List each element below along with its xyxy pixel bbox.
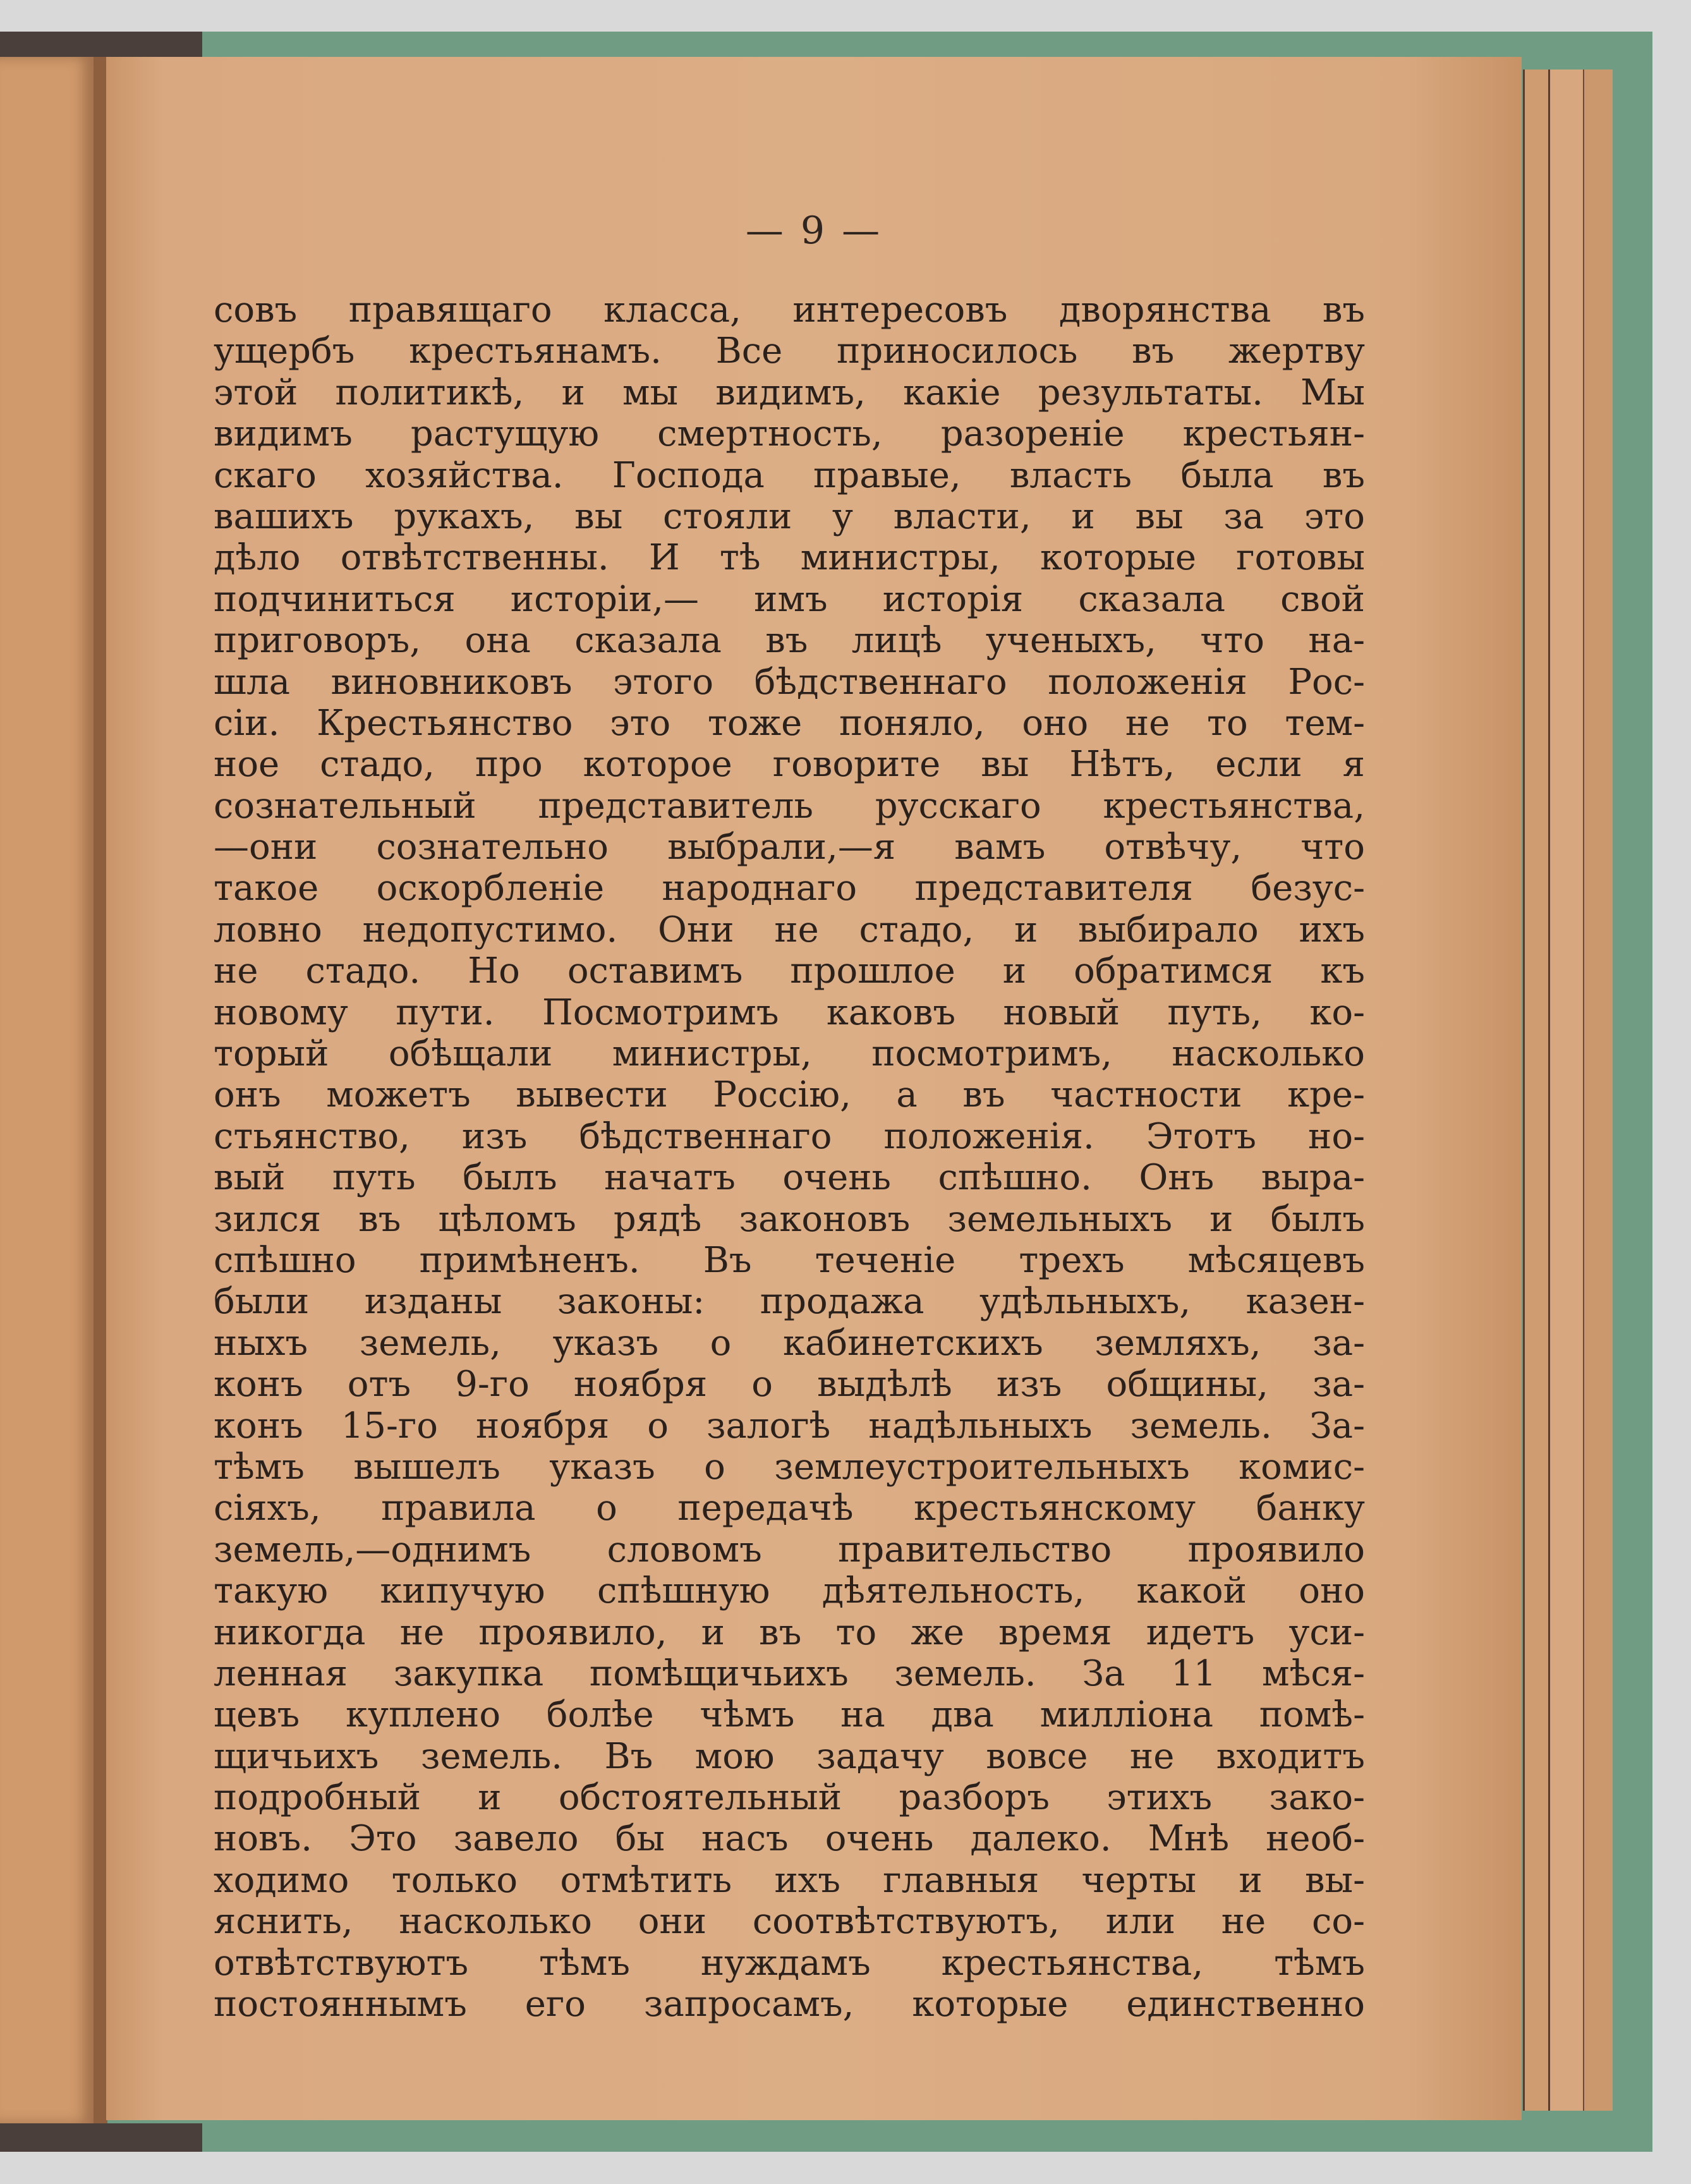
- text-line: цевъ куплено болѣе чѣмъ на два милліона помѣ-: [214, 1694, 1365, 1736]
- text-line: вашихъ рукахъ, вы стояли у власти, и вы за это: [214, 495, 1365, 537]
- text-line: сознательный представитель русскаго крестьянства,: [214, 785, 1365, 827]
- text-line: не стадо. Но оставимъ прошлое и обратимся къ: [214, 950, 1365, 992]
- text-line: ущербъ крестьянамъ. Все приносилось въ жертву: [214, 331, 1365, 372]
- text-line: яснить, насколько они соотвѣтствуютъ, или не со-: [214, 1901, 1365, 1943]
- text-line: подчиниться исторіи,— имъ исторія сказала свой: [214, 578, 1365, 620]
- text-line: стьянство, изъ бѣдственнаго положенія. Этотъ но-: [214, 1115, 1365, 1157]
- text-line: ходимо только отмѣтить ихъ главныя черты и вы-: [214, 1859, 1365, 1901]
- text-line: ловно недопустимо. Они не стадо, и выбирало ихъ: [214, 909, 1365, 950]
- text-line: отвѣтствуютъ тѣмъ нуждамъ крестьянства, тѣмъ: [214, 1942, 1365, 1984]
- text-line: подробный и обстоятельный разборъ этихъ зако-: [214, 1777, 1365, 1819]
- text-line: ное стадо, про которое говорите вы Нѣтъ, если я: [214, 744, 1365, 786]
- text-line: торый обѣщали министры, посмотримъ, насколько: [214, 1033, 1365, 1075]
- text-line: щичьихъ земель. Въ мою задачу вовсе не входитъ: [214, 1735, 1365, 1777]
- spine-top: [0, 32, 202, 57]
- book-gutter: [94, 57, 107, 2123]
- text-line: новъ. Это завело бы насъ очень далеко. Мнѣ необ-: [214, 1818, 1365, 1860]
- text-line: совъ правящаго класса, интересовъ дворянства въ: [214, 289, 1365, 331]
- page-body-text: [214, 289, 1365, 2025]
- text-line: новому пути. Посмотримъ каковъ новый путь, ко-: [214, 992, 1365, 1033]
- text-line: конъ отъ 9-го ноября о выдѣлѣ изъ общины, за-: [214, 1364, 1365, 1405]
- text-line: дѣло отвѣтственны. И тѣ министры, которые готовы: [214, 537, 1365, 579]
- page-edge: [1583, 70, 1613, 2111]
- book-page: [106, 57, 1522, 2120]
- text-line: этой политикѣ, и мы видимъ, какіе результаты. Мы: [214, 372, 1365, 413]
- text-line: никогда не проявило, и въ то же время идетъ уси-: [214, 1611, 1365, 1653]
- text-line: были изданы законы: продажа удѣльныхъ, казен-: [214, 1281, 1365, 1323]
- text-line: приговоръ, она сказала въ лицѣ ученыхъ, что на-: [214, 620, 1365, 662]
- text-line: сіи. Крестьянство это тоже поняло, оно не то тем-: [214, 702, 1365, 744]
- text-line: ныхъ земель, указъ о кабинетскихъ земляхъ, за-: [214, 1322, 1365, 1364]
- text-line: скаго хозяйства. Господа правые, власть была въ: [214, 454, 1365, 496]
- text-line: такую кипучую спѣшную дѣятельность, какой оно: [214, 1570, 1365, 1612]
- text-line: —они сознательно выбрали,—я вамъ отвѣчу, что: [214, 827, 1365, 868]
- text-line: конъ 15-го ноября о залогѣ надѣльныхъ земель. За-: [214, 1405, 1365, 1447]
- text-line: вый путь былъ начатъ очень спѣшно. Онъ выра-: [214, 1157, 1365, 1199]
- text-line: такое оскорбленіе народнаго представителя безус-: [214, 868, 1365, 909]
- text-line: видимъ растущую смертность, разореніе крестьян-: [214, 413, 1365, 455]
- spine-bottom: [0, 2123, 202, 2152]
- text-line: сіяхъ, правила о передачѣ крестьянскому банку: [214, 1488, 1365, 1529]
- text-line: шла виновниковъ этого бѣдственнаго положенія Рос-: [214, 661, 1365, 703]
- text-line: постояннымъ его запросамъ, которые единственно: [214, 1984, 1365, 2025]
- text-line: зился въ цѣломъ рядѣ законовъ земельныхъ и былъ: [214, 1198, 1365, 1240]
- text-line: спѣшно примѣненъ. Въ теченіе трехъ мѣсяцевъ: [214, 1239, 1365, 1281]
- text-line: ленная закупка помѣщичьихъ земель. За 11 мѣся-: [214, 1653, 1365, 1694]
- left-page-edge: [0, 57, 95, 2123]
- page-edge: [1548, 70, 1585, 2111]
- text-line: земель,—однимъ словомъ правительство проявило: [214, 1529, 1365, 1570]
- text-line: онъ можетъ вывести Россію, а въ частности кре-: [214, 1074, 1365, 1116]
- text-line: тѣмъ вышелъ указъ о землеустроительныхъ комис-: [214, 1446, 1365, 1488]
- page-number: — 9 —: [745, 209, 883, 253]
- page-edge: [1523, 70, 1550, 2111]
